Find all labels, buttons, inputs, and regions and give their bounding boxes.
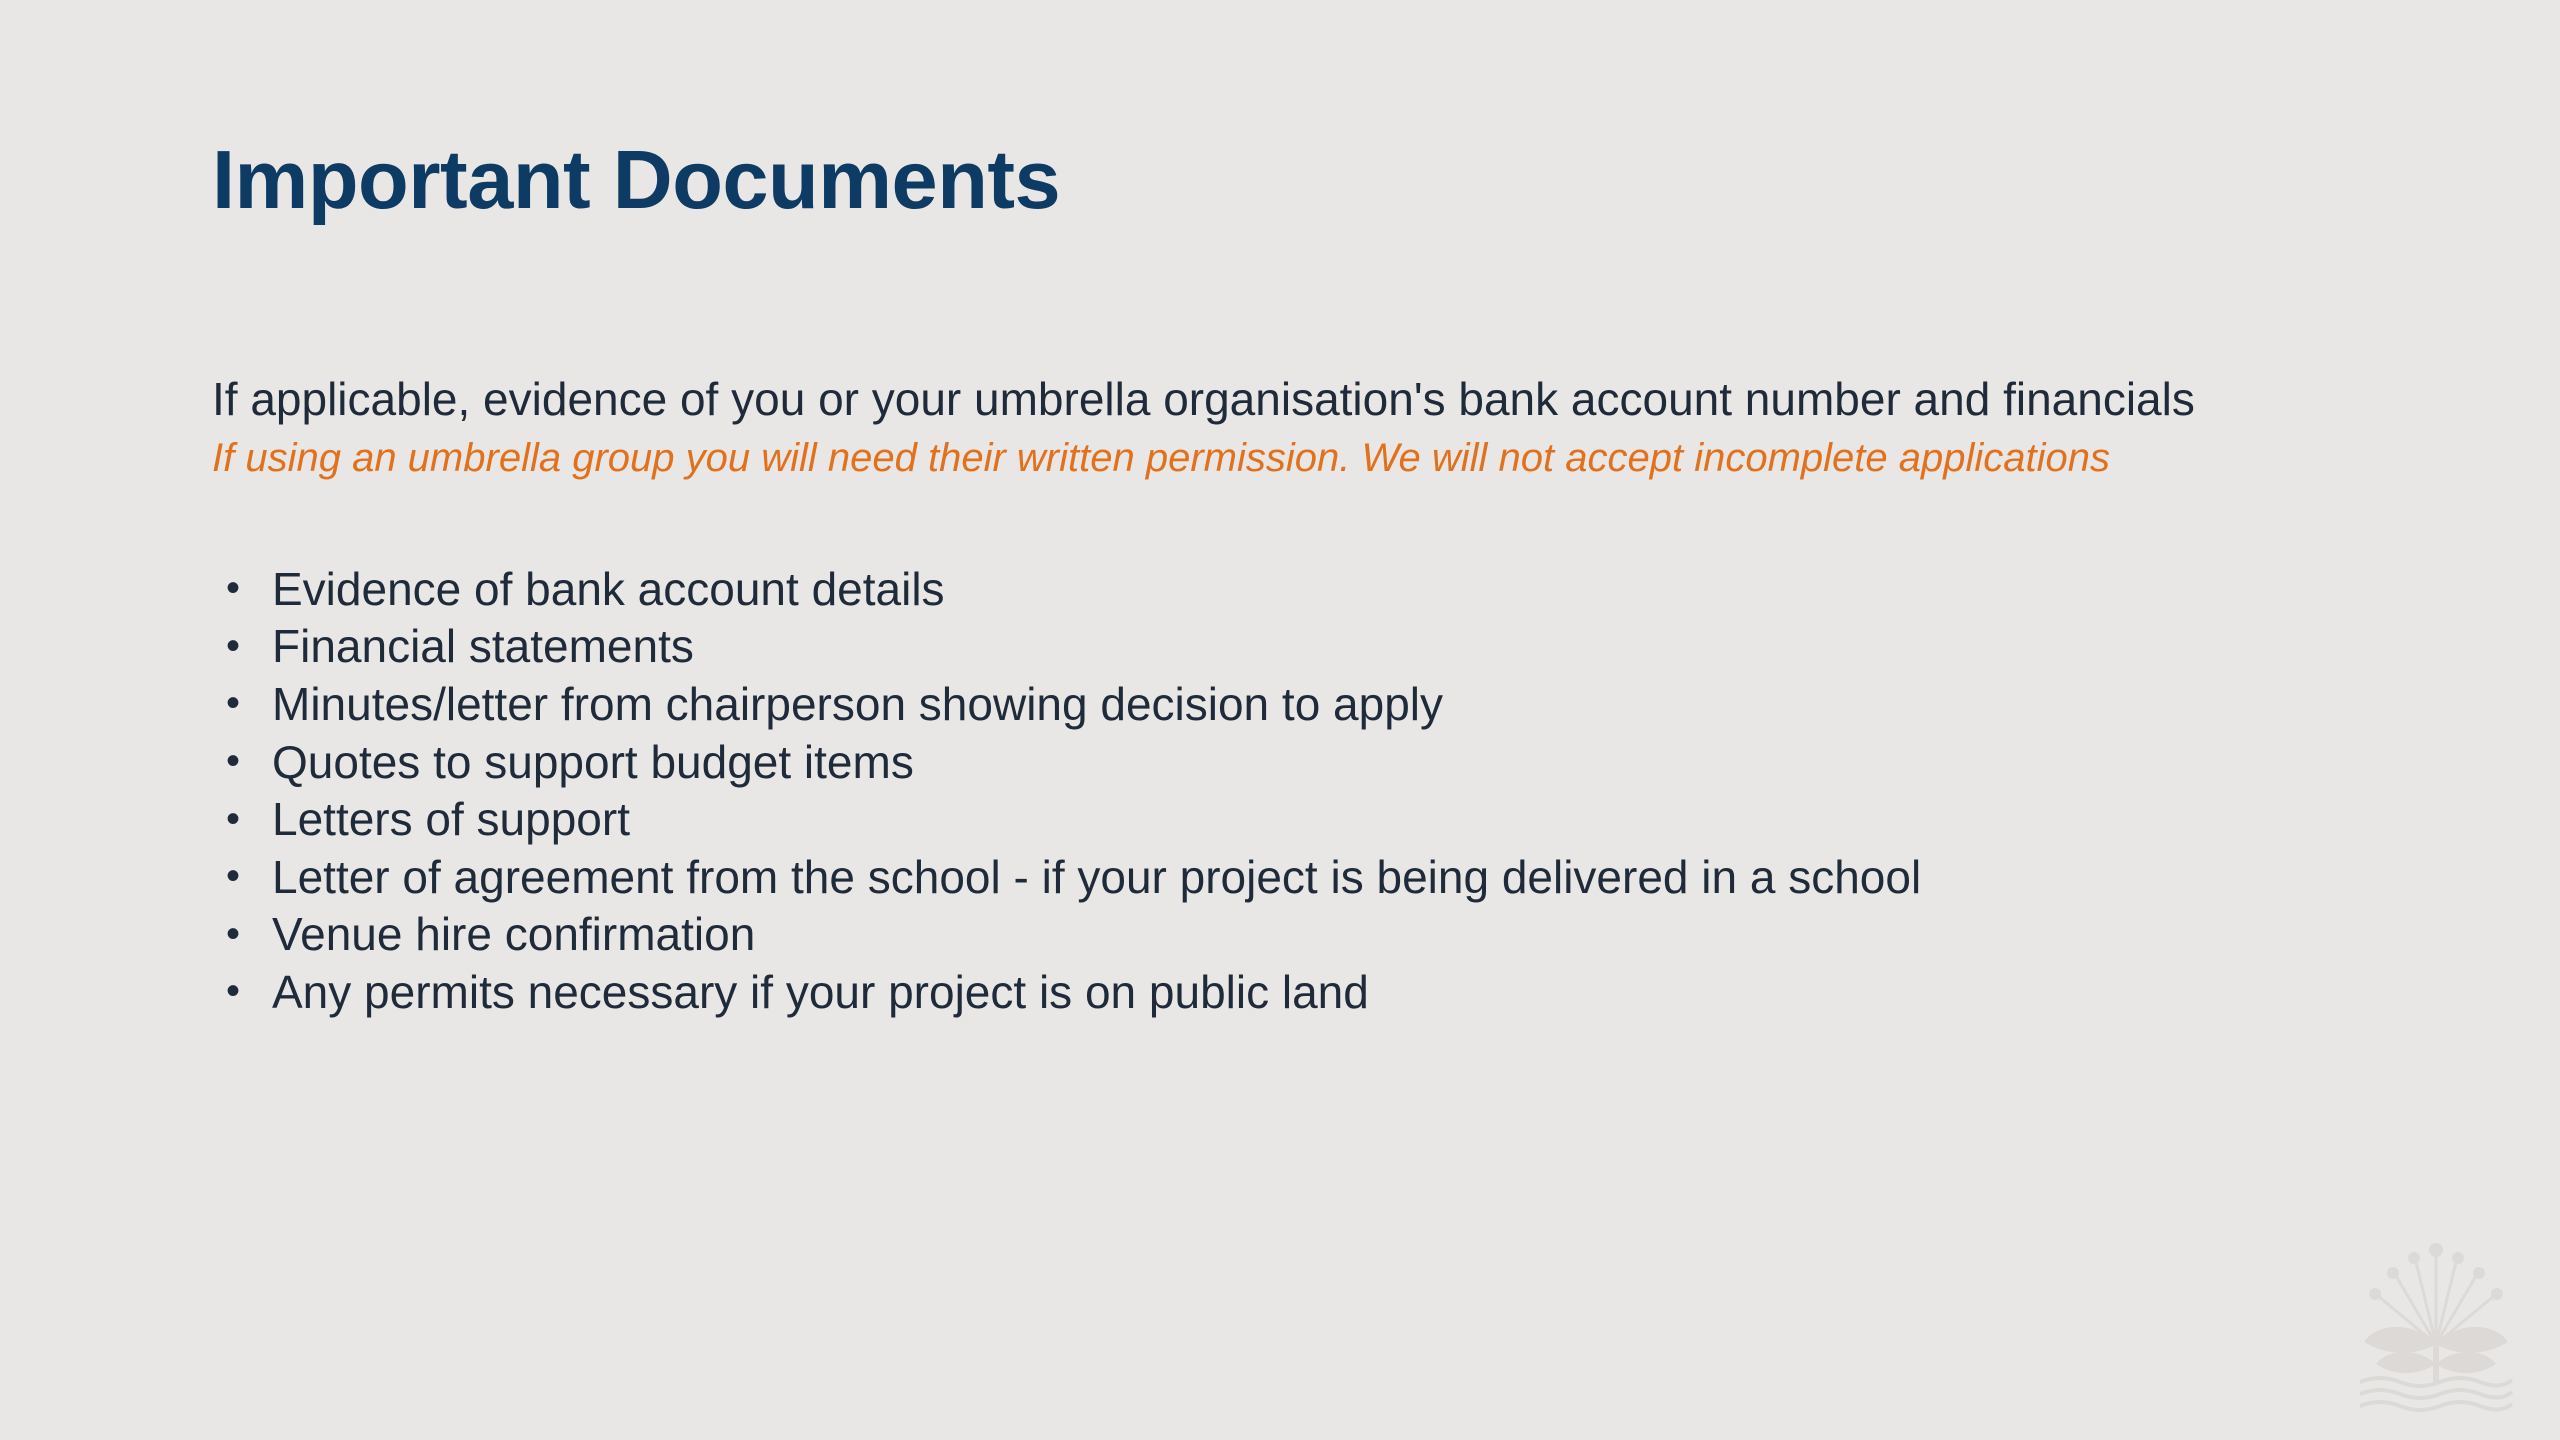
list-item — [212, 963, 1921, 1021]
slide-title: Important Documents — [212, 133, 1061, 226]
list-item — [212, 906, 1921, 964]
list-item-label: Any permits necessary if your project is on public land — [272, 965, 1369, 1018]
list-item — [212, 675, 1921, 733]
list-item-label: Minutes/letter from chairperson showing decision to apply — [272, 677, 1444, 730]
list-item — [212, 618, 1921, 676]
bullet-icon: • — [226, 854, 241, 899]
bullet-icon: • — [226, 969, 241, 1014]
list-item — [212, 560, 1921, 618]
list-item-label: Financial statements — [272, 620, 694, 673]
list-item-label: Quotes to support budget items — [272, 735, 914, 788]
warning-note: If using an umbrella group you will need their written permission. We will not accept incomplete applications — [212, 436, 2110, 480]
list-item — [212, 790, 1921, 848]
bullet-icon: • — [226, 623, 241, 668]
list-item-label: Letter of agreement from the school - if your project is being delivered in a school — [272, 850, 1922, 903]
bullet-icon: • — [226, 796, 241, 841]
list-item — [212, 848, 1921, 906]
intro-text: If applicable, evidence of you or your umbrella organisation's bank account number and financials — [212, 373, 2195, 425]
list-item-label: Evidence of bank account details — [272, 562, 945, 615]
document-list — [212, 560, 1921, 1021]
bullet-icon: • — [226, 911, 241, 956]
bullet-icon: • — [226, 566, 241, 611]
list-item — [212, 733, 1921, 791]
bullet-icon: • — [226, 681, 241, 726]
list-item-label: Venue hire confirmation — [272, 908, 756, 961]
bullet-icon: • — [226, 739, 241, 784]
flower-watermark-icon — [2356, 1224, 2516, 1414]
list-item-label: Letters of support — [272, 793, 630, 846]
